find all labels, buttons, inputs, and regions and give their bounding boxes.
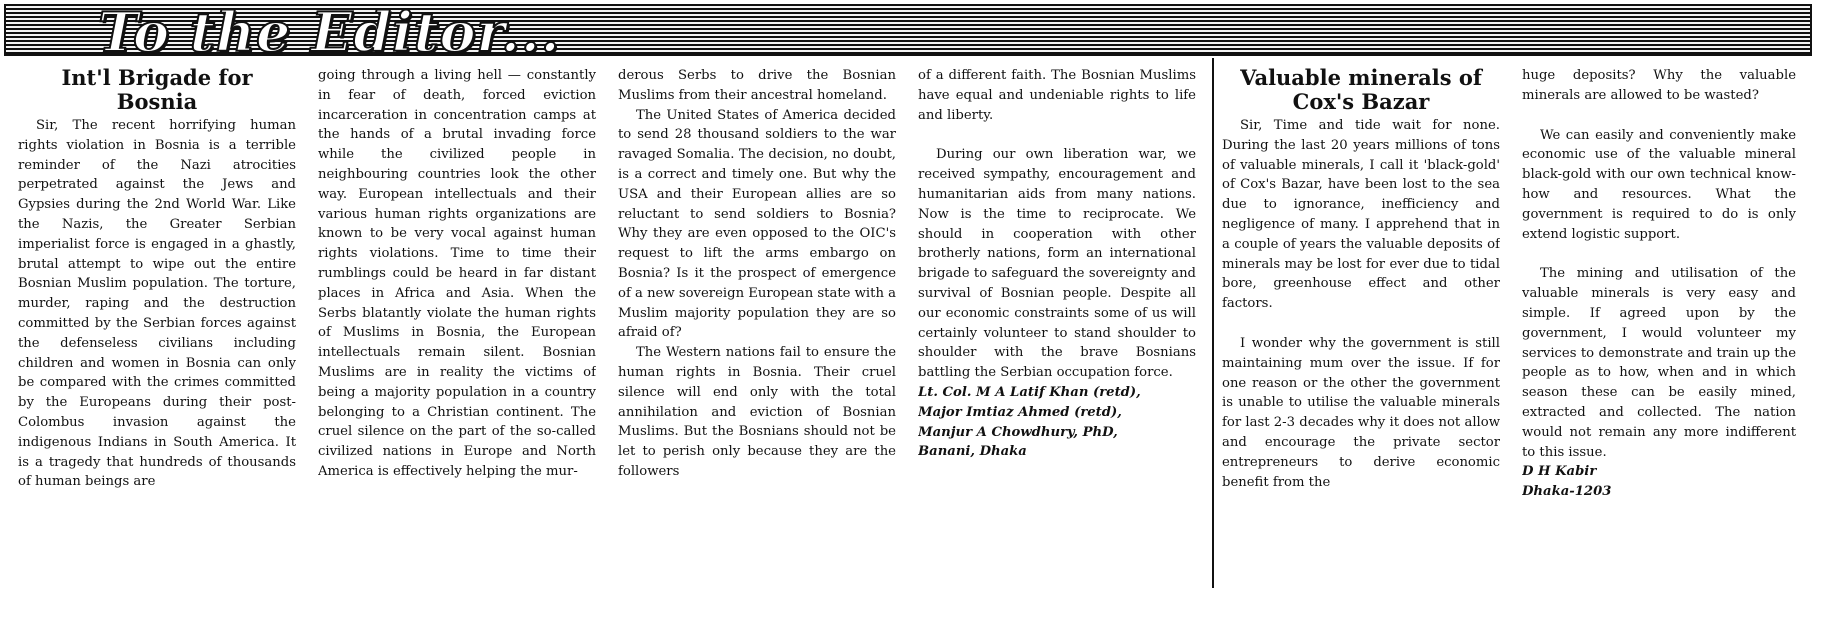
letter-2-paragraph-2a: I wonder why the government is still maintaining mum over the issue. If for one reason or the other the government is unable to utilise the valuable minerals for last 2-3 decades why it does not allow and encourage the private sector entrepreneurs to derive economic benefit from the bbox=[1222, 335, 1500, 490]
letter-2-signature bbox=[1522, 462, 1796, 502]
letter-2-paragraph-2b: huge deposits? Why the valuable minerals are allowed to be wasted? bbox=[1522, 68, 1796, 103]
signature-line: Banani, Dhaka bbox=[918, 444, 1027, 460]
signature-line: Major Imtiaz Ahmed (retd), bbox=[918, 404, 1122, 420]
letter-1-column-2 bbox=[318, 66, 596, 586]
letter-1-paragraph-2: The United States of America decided to send 28 thousand soldiers to the war ravaged Somalia. The decision, no doubt, is a correct and timely one. But why the USA and their European allies are so reluctant to send soldiers to Bosnia? Why they are even opposed to the OIC's request to lift the arms embargo on Bosnia? Is it the prospect of emergence of a new sovereign European state with a Muslim majority population they are so afraid of? bbox=[618, 107, 896, 341]
letter-1-paragraph-4: During our own liberation war, we received sympathy, encouragement and humanitarian aids from many nations. Now is the time to reciprocate. We should in cooperation with other brotherly nations, form an international brigade to safeguard the sovereignty and survival of Bosnian people. Despite all our economic constraints some of us will certainly volunteer to stand shoulder to shoulder with the brave Bosnians battling the Serbian occupation force. bbox=[918, 147, 1196, 381]
letter-1-paragraph bbox=[18, 116, 296, 492]
column-rule bbox=[1212, 58, 1214, 588]
signature-line: Dhaka-1203 bbox=[1522, 484, 1612, 500]
signature-line: D H Kabir bbox=[1522, 464, 1597, 480]
letter-2-paragraph-1: Sir, Time and tide wait for none. During the last 20 years millions of tons of valuable minerals, I call it 'black-gold' of Cox's Bazar, have been lost to the sea due to ignorance, inefficiency and negligence of many. I apprehend that in a couple of years the valuable deposits of minerals may be lost for ever due to tidal bore, greenhouse effect and other factors. bbox=[1222, 118, 1500, 312]
letter-1-p1-part-a: Sir, The recent horrifying human rights violation in Bosnia is a terrible reminder of the Nazi atrocities perpetrated against the Jews and Gypsies during the 2nd World War. Like the Nazis, the Greater Serbian imperialist force is engaged in a ghastly, brutal attempt to wipe out the entire Bosnian Muslim population. The torture, murder, raping and the destruction committed by the Serbian forces against the defenseless civilians including children and women in Bosnia can only be compared with the crimes committed by the Europeans during their post-Colombus invasion against the indigenous Indians in South America. It is a tragedy that hundreds of thousands of human beings are bbox=[18, 118, 296, 490]
letter-2-paragraph-4: The mining and utilisation of the valuable minerals is very easy and simple. If agreed upon by the government, I would volunteer my services to demonstrate and train up the people as to how, when and in which season these can be easily mined, extracted and collected. The nation would not remain any more indifferent to this issue. bbox=[1522, 266, 1796, 460]
letter-2-column-1 bbox=[1222, 66, 1500, 586]
letter-1-column-3 bbox=[618, 66, 896, 586]
letter-1-signature bbox=[918, 383, 1196, 462]
letter-1-p1-part-b: going through a living hell — constantly in fear of death, forced eviction incarceration in concentration camps at the hands of a brutal invading force while the civilized people in neighbouring countries look the other way. European intellectuals and their various human rights organizations are known to be very vocal against human rights violations. Time to time their rumblings could be heard in far distant places in Africa and Asia. When the Serbs blatantly violate the human rights of Muslims in Bosnia, the European intellectuals remain silent. Bosnian Muslims are in reality the victims of being a majority population in a country belonging to a Christian continent. The cruel silence on the part of the so-called civilized nations in Europe and North America is effectively helping the mur- bbox=[318, 68, 596, 479]
letter-1-column-1 bbox=[18, 66, 296, 586]
letter-1-p1-part-c: derous Serbs to drive the Bosnian Muslims from their ancestral homeland. bbox=[618, 68, 896, 103]
letter-1-headline: Int'l Brigade for Bosnia bbox=[61, 66, 253, 114]
letter-2-column-2 bbox=[1522, 66, 1796, 586]
signature-line: Lt. Col. M A Latif Khan (retd), bbox=[918, 384, 1141, 400]
letter-2-headline: Valuable minerals of Cox's Bazar bbox=[1240, 66, 1482, 114]
signature-line: Manjur A Chowdhury, PhD, bbox=[918, 424, 1118, 440]
letter-2-paragraph-3: We can easily and conveniently make economic use of the valuable mineral black-gold with our own technical know-how and resources. What the government is required to do is only extend logistic support. bbox=[1522, 127, 1796, 242]
section-banner bbox=[4, 4, 1812, 56]
letter-1-paragraph-3b: of a different faith. The Bosnian Muslims have equal and undeniable rights to life and liberty. bbox=[918, 68, 1196, 123]
letter-1-paragraph-3a: The Western nations fail to ensure the human rights in Bosnia. Their cruel silence will end only with the total annihilation and eviction of Bosnian Muslims. But the Bosnians should not be let to perish only because they are the followers bbox=[618, 345, 896, 479]
letter-1-column-4 bbox=[918, 66, 1196, 586]
section-title: To the Editor... bbox=[98, 4, 561, 56]
